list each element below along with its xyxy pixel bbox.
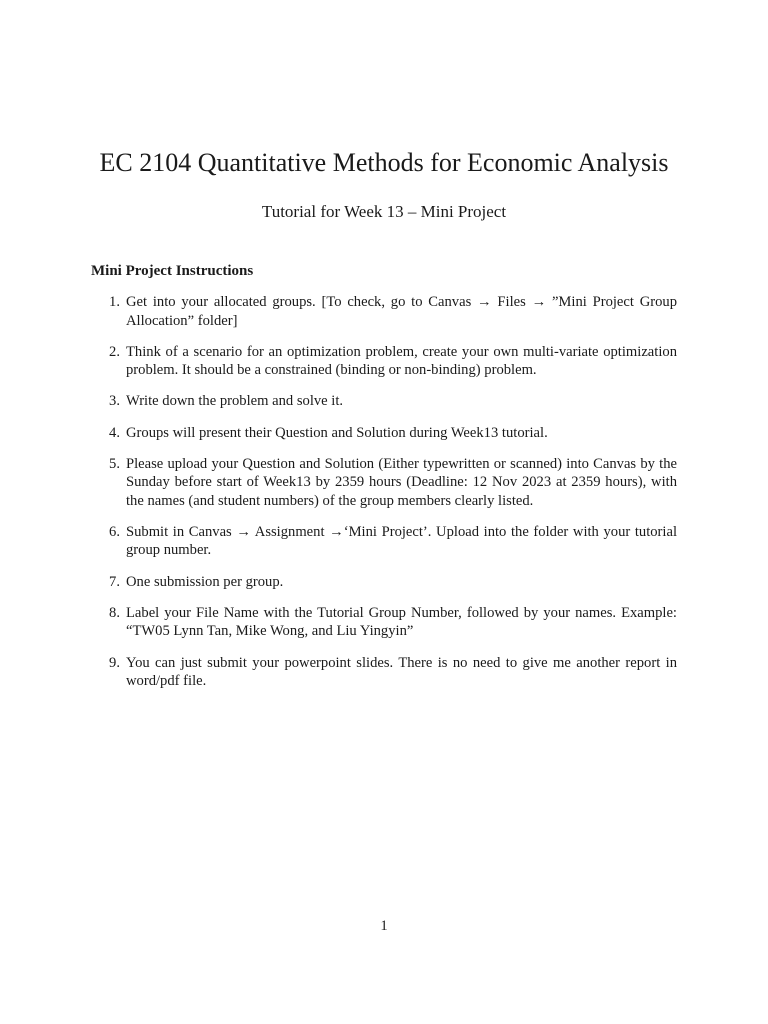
instruction-item-6 [90, 523, 677, 560]
instruction-text: Submit in Canvas → Assignment →‘Mini Project’. Upload into the folder with your tutorial group number. [126, 523, 677, 559]
page-number: 1 [380, 918, 388, 934]
instruction-number: 2. [109, 343, 120, 360]
instruction-number: 7. [109, 573, 120, 590]
instruction-number: 6. [109, 523, 120, 540]
instruction-item-2 [90, 343, 677, 380]
instruction-number: 4. [109, 424, 120, 441]
instruction-number: 1. [109, 294, 120, 310]
instruction-number: 8. [109, 604, 120, 621]
document-subtitle: Tutorial for Week 13 – Mini Project [261, 202, 507, 221]
instruction-item-8 [90, 604, 677, 641]
instruction-text: Get into your allocated groups. [To check, go to Canvas → Files → ”Mini Project Group Allocation” folder] [126, 294, 677, 329]
instruction-number: 9. [109, 654, 120, 671]
instruction-item-4 [90, 424, 677, 443]
section-heading: Mini Project Instructions [91, 263, 254, 279]
instruction-item-1 [90, 293, 677, 330]
instruction-number: 3. [109, 393, 120, 410]
instruction-text: You can just submit your powerpoint slides. There is no need to give me another report in word/pdf file. [126, 654, 677, 689]
instruction-item-7 [90, 573, 677, 592]
instruction-item-5 [90, 455, 677, 511]
instruction-list [90, 293, 677, 703]
document-title: EC 2104 Quantitative Methods for Economic Analysis [99, 148, 669, 177]
instruction-item-3 [90, 392, 677, 411]
instruction-number: 5. [109, 455, 120, 472]
instruction-item-9 [90, 654, 677, 691]
instruction-text: Label your File Name with the Tutorial Group Number, followed by your names. Example: “TW05 Lynn Tan, Mike Wong, and Liu Yingyin” [126, 604, 677, 640]
instruction-text: Think of a scenario for an optimization problem, create your own multi-variate optimization problem. It should be a constrained (binding or non-binding) problem. [126, 343, 677, 379]
instruction-text: Please upload your Question and Solution (Either typewritten or scanned) into Canvas by the Sunday before start of Week13 by 2359 hours (Deadline: 12 Nov 2023 at 2359 hours), with the names (and student numbers) of the group members clearly listed. [126, 455, 677, 509]
instruction-text: Write down the problem and solve it. [126, 393, 344, 410]
instruction-text: Groups will present their Question and Solution during Week13 tutorial. [126, 424, 548, 441]
instruction-text: One submission per group. [126, 573, 284, 590]
